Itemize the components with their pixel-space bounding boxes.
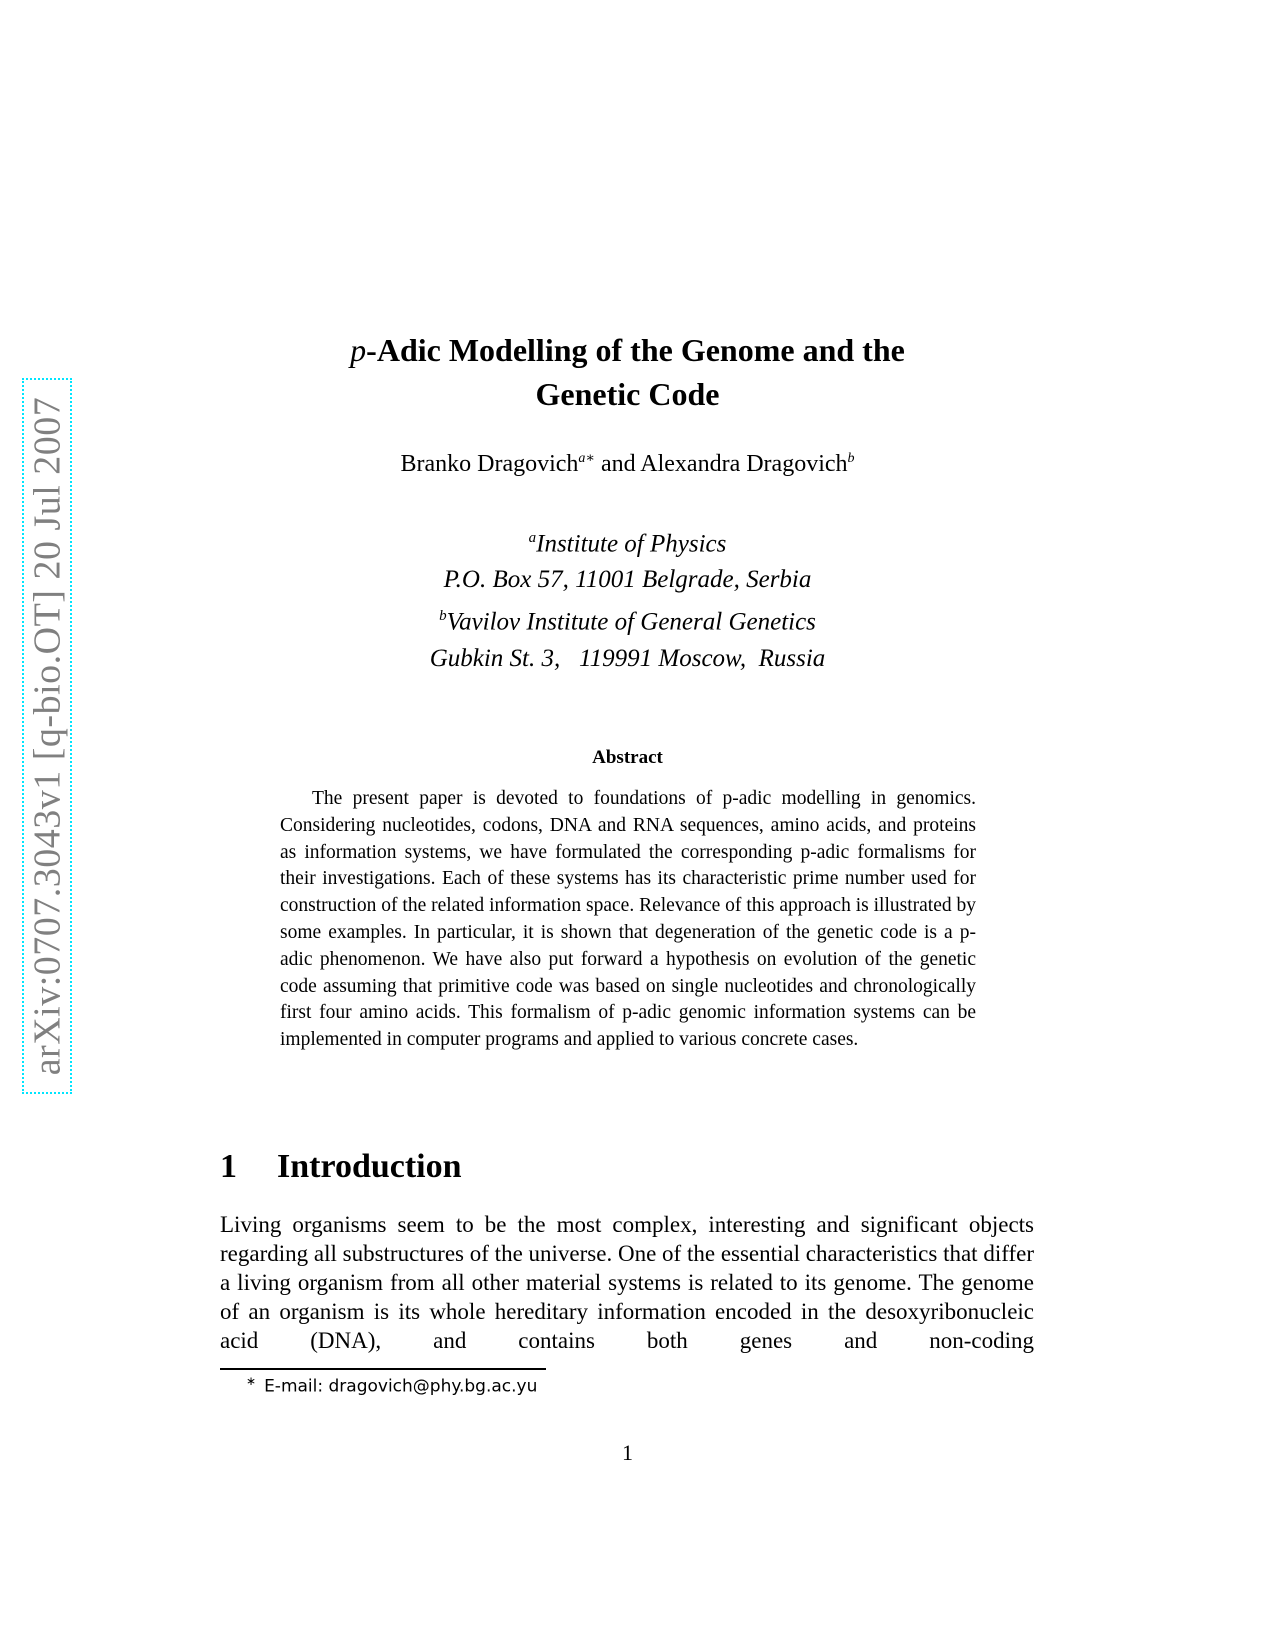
affiliation-a-address: P.O. Box 57, 11001 Belgrade, Serbia — [443, 566, 812, 594]
title-line-1-text: -Adic Modelling of the Genome and the — [366, 332, 905, 368]
footnote — [246, 1374, 537, 1397]
author-2-affiliation-mark: b — [847, 451, 855, 466]
author-1-affiliation-mark: a — [578, 451, 586, 466]
footnote-mark: ∗ — [246, 1374, 257, 1388]
author-2: Alexandra Dragovich — [640, 451, 848, 477]
paper-title — [220, 328, 1035, 416]
affiliation-b-address: Gubkin St. 3, 119991 Moscow, Russia — [429, 644, 826, 672]
abstract-text: The present paper is devoted to foundations of p-adic modelling in genomics. Considering nucleotides, codons, DNA and RNA sequences, amino acids, and proteins as information systems, we have formulated the corresponding p-adic formalisms for their investigations. Each of these systems has its characteristic prime number used for construction of the related information space. Relevance of this approach is illustrated by some examples. In particular, it is shown that degeneration of the genetic code is a p-adic phenomenon. We have also put forward a hypothesis on evolution of the genetic code assuming that primitive code was based on single nucleotides and chronologically first four amino acids. This formalism of p-adic genomic information systems can be implemented in computer programs and applied to various concrete cases. — [280, 788, 976, 1051]
authors — [220, 450, 1035, 478]
affiliation-b-name — [220, 598, 1035, 640]
affiliation-a-mark: a — [528, 530, 537, 546]
introduction-text: Living organisms seem to be the most complex, interesting and significant objects regarding all substructures of the universe. One of the essential characteristics that differ a living organism from all other material systems is related to its genome. The genome of an organism is its whole hereditary information encoded in the desoxyribonucleic acid (DNA), and contains both genes and non-coding — [220, 1212, 1034, 1353]
section-title: Introduction — [277, 1148, 462, 1185]
affiliation-b-mark: b — [439, 608, 447, 625]
affiliation-b-name-text: Vavilov Institute of General Genetics — [446, 608, 816, 636]
affiliation-a-name — [220, 520, 1035, 562]
footnote-rule — [220, 1368, 546, 1370]
authors-connector: and — [594, 451, 641, 477]
page-number: 1 — [622, 1440, 633, 1465]
title-p-symbol: p — [350, 332, 367, 368]
affiliations — [220, 520, 1035, 677]
arxiv-stamp — [22, 378, 72, 1094]
footnote-email: E-mail: dragovich@phy.bg.ac.yu — [264, 1376, 538, 1397]
author-1-footnote-mark: ∗ — [585, 451, 595, 466]
author-1: Branko Dragovich — [400, 451, 579, 477]
abstract-heading: Abstract — [592, 747, 663, 768]
affiliation-a-name-text: Institute of Physics — [536, 530, 727, 558]
title-line-2: Genetic Code — [535, 376, 720, 412]
arxiv-stamp-text: arXiv:0707.3043v1 [q-bio.OT] 20 Jul 2007 — [26, 396, 69, 1076]
title-line-1 — [220, 328, 1035, 372]
section-number: 1 — [220, 1148, 237, 1185]
section-heading — [220, 1148, 1035, 1186]
